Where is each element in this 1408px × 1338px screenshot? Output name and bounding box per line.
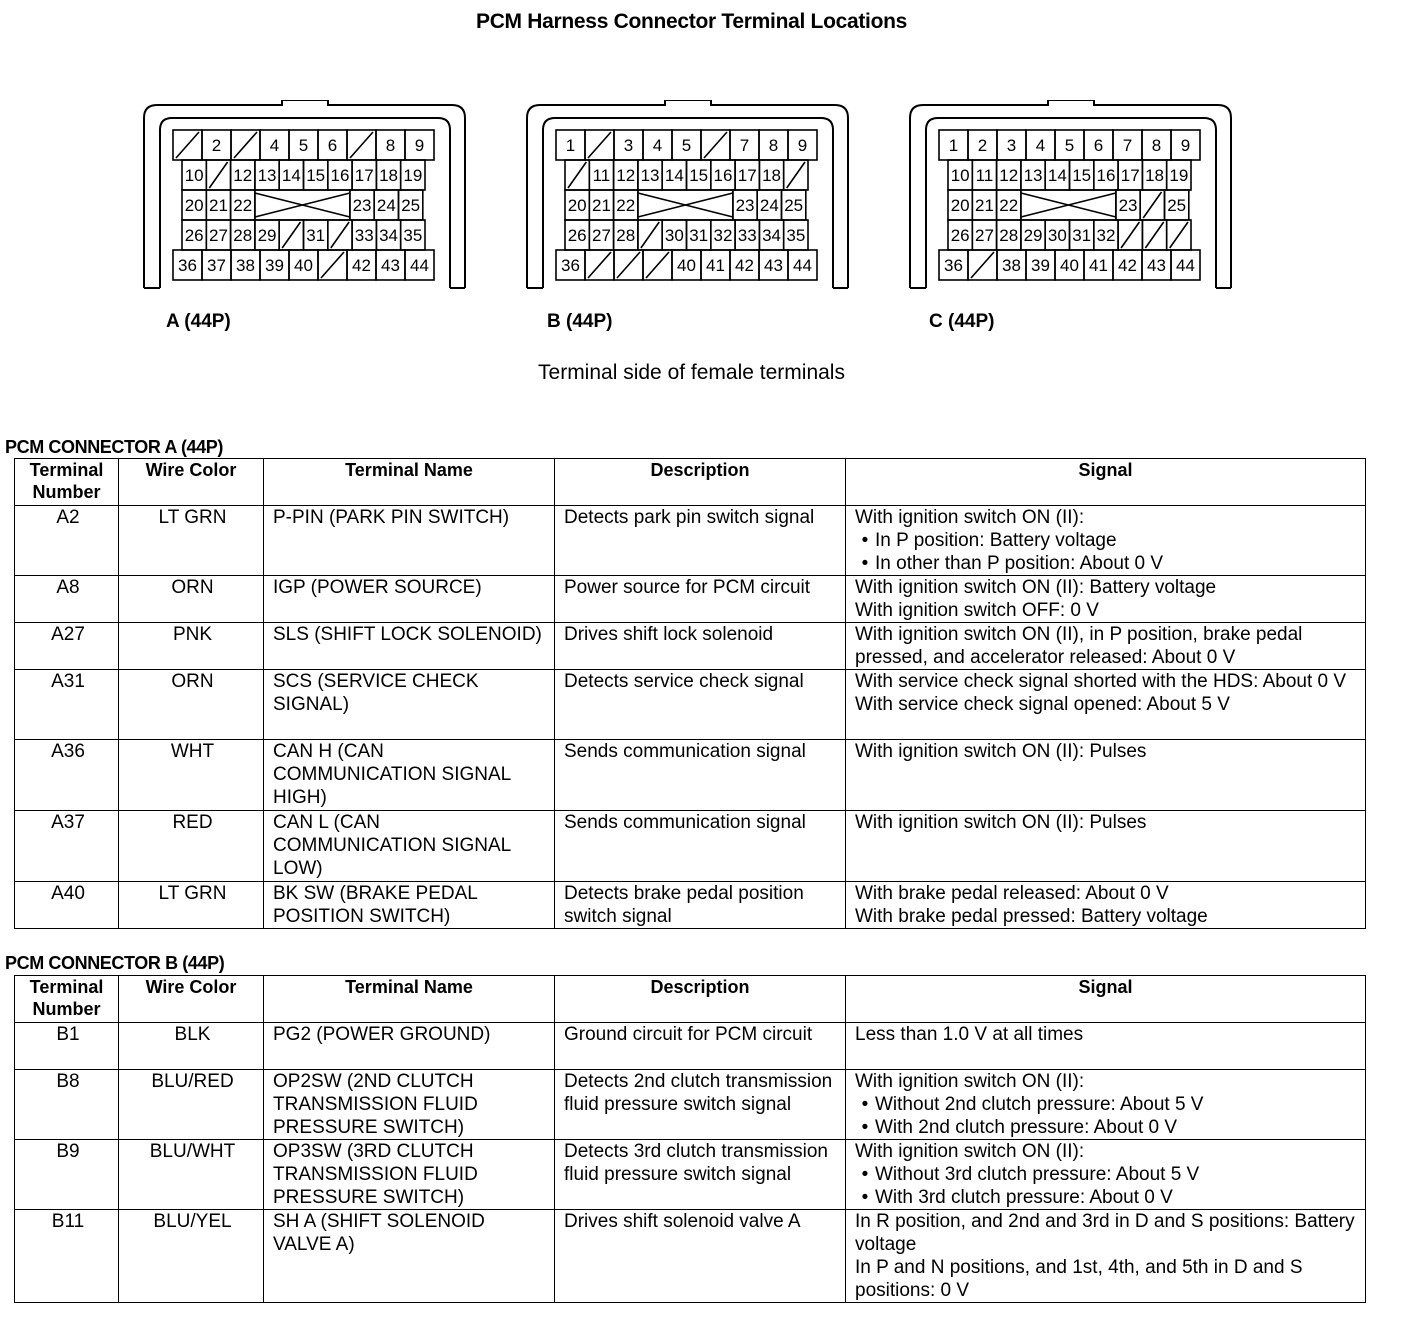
- terminal-number: 23: [352, 196, 372, 215]
- terminal-number: 35: [786, 226, 806, 245]
- signal-cell: [846, 1140, 1366, 1210]
- terminal-number: 44: [410, 256, 429, 275]
- signal-cell: [846, 740, 1366, 811]
- terminal-number: 8: [1151, 136, 1162, 155]
- description-cell: Power source for PCM circuit: [555, 576, 846, 623]
- table-row: [15, 670, 1366, 740]
- empty-terminal-mark: [1143, 192, 1161, 218]
- connector-c-label: C (44P): [929, 311, 995, 332]
- terminal-number: 6: [1093, 136, 1104, 155]
- terminal-number: 18: [1145, 166, 1165, 185]
- terminal-number: 28: [999, 226, 1019, 245]
- terminal-number: 18: [762, 166, 782, 185]
- wire-color-cell: BLU/RED: [119, 1070, 264, 1140]
- terminal-name-cell: OP3SW (3RD CLUTCH TRANSMISSION FLUID PRESSURE SWITCH): [264, 1140, 555, 1210]
- terminal-number: 34: [379, 226, 399, 245]
- terminal-number: 21: [974, 196, 994, 215]
- header-description: Description: [555, 976, 846, 1023]
- connector-a-label: A (44P): [166, 311, 231, 332]
- wire-color-cell: ORN: [119, 670, 264, 740]
- terminal-number: 30: [664, 226, 684, 245]
- terminal-number: 3: [623, 136, 634, 155]
- terminal-number: 25: [401, 196, 421, 215]
- terminal-number: 35: [403, 226, 423, 245]
- terminal-number: 9: [1180, 136, 1191, 155]
- terminal-number-cell: A8: [15, 576, 119, 623]
- connector-b-label: B (44P): [547, 311, 613, 332]
- wire-color-cell: WHT: [119, 740, 264, 811]
- terminal-number: 25: [784, 196, 804, 215]
- terminal-number: 34: [762, 226, 782, 245]
- terminal-number: 16: [1096, 166, 1116, 185]
- terminal-number: 21: [208, 196, 228, 215]
- terminal-number: 2: [977, 136, 988, 155]
- terminal-number: 32: [713, 226, 733, 245]
- description-cell: Sends communication signal: [555, 811, 846, 882]
- terminal-number: 28: [233, 226, 253, 245]
- signal-line: With ignition switch OFF: 0 V: [855, 600, 1099, 621]
- terminal-number: 14: [664, 166, 684, 185]
- terminal-name-cell: SCS (SERVICE CHECK SIGNAL): [264, 670, 555, 740]
- signal-bullet: • Without 3rd clutch pressure: About 5 V: [855, 1163, 1359, 1186]
- terminal-number: 3: [1006, 136, 1017, 155]
- signal-line: With ignition switch ON (II):: [855, 1141, 1085, 1162]
- terminal-number: 25: [1167, 196, 1187, 215]
- table-row: [15, 506, 1366, 576]
- table-row: [15, 1140, 1366, 1210]
- terminal-number: 12: [616, 166, 636, 185]
- terminal-number: 1: [565, 136, 576, 155]
- terminal-number: 40: [294, 256, 313, 275]
- signal-line: Less than 1.0 V at all times: [855, 1024, 1084, 1045]
- terminal-name-cell: SLS (SHIFT LOCK SOLENOID): [264, 623, 555, 670]
- signal-cell: [846, 1210, 1366, 1303]
- empty-terminal-mark: [704, 132, 727, 158]
- empty-terminal-mark: [568, 162, 586, 188]
- terminal-number: 43: [1147, 256, 1166, 275]
- terminal-number: 21: [591, 196, 611, 215]
- terminal-number: 29: [1023, 226, 1043, 245]
- terminal-number: 4: [1035, 136, 1046, 155]
- wire-color-cell: RED: [119, 811, 264, 882]
- terminal-number: 13: [640, 166, 660, 185]
- diagram-caption: Terminal side of female terminals: [538, 361, 845, 384]
- terminal-number: 31: [1072, 226, 1092, 245]
- terminal-number: 11: [975, 166, 994, 185]
- terminal-number: 36: [944, 256, 963, 275]
- terminal-number: 41: [706, 256, 725, 275]
- empty-terminal-mark: [176, 132, 199, 158]
- terminal-number: 22: [999, 196, 1019, 215]
- description-cell: Detects service check signal: [555, 670, 846, 740]
- terminal-number: 24: [759, 196, 779, 215]
- signal-line: In R position, and 2nd and 3rd in D and S positions: Battery voltage: [855, 1211, 1355, 1255]
- connector-b-table-title: PCM CONNECTOR B (44P): [5, 953, 225, 973]
- terminal-number: 20: [567, 196, 587, 215]
- description-cell: Detects brake pedal position switch signal: [555, 882, 846, 929]
- connector-b-diagram: [523, 100, 863, 300]
- terminal-number-cell: A36: [15, 740, 119, 811]
- terminal-number: 23: [735, 196, 755, 215]
- terminal-number: 42: [735, 256, 754, 275]
- description-cell: Detects 3rd clutch transmission fluid pressure switch signal: [555, 1140, 846, 1210]
- terminal-number: 13: [257, 166, 277, 185]
- terminal-number-cell: B9: [15, 1140, 119, 1210]
- terminal-number: 9: [797, 136, 808, 155]
- terminal-number: 12: [233, 166, 253, 185]
- terminal-number: 26: [567, 226, 587, 245]
- terminal-number: 42: [1118, 256, 1137, 275]
- header-terminal-number: Terminal Number: [15, 976, 119, 1023]
- wire-color-cell: PNK: [119, 623, 264, 670]
- terminal-number: 44: [793, 256, 812, 275]
- terminal-name-cell: PG2 (POWER GROUND): [264, 1023, 555, 1070]
- signal-cell: [846, 576, 1366, 623]
- terminal-number: 24: [376, 196, 396, 215]
- empty-terminal-mark: [234, 132, 257, 158]
- connector-c-diagram: [906, 100, 1246, 300]
- terminal-number-cell: B1: [15, 1023, 119, 1070]
- terminal-number: 23: [1118, 196, 1138, 215]
- terminal-number: 11: [592, 166, 611, 185]
- terminal-number: 38: [1002, 256, 1021, 275]
- table-row: [15, 623, 1366, 670]
- empty-terminal-mark: [350, 132, 373, 158]
- terminal-number: 18: [379, 166, 399, 185]
- terminal-number: 37: [207, 256, 226, 275]
- connector-a-table-title: PCM CONNECTOR A (44P): [5, 437, 223, 457]
- wire-color-cell: BLK: [119, 1023, 264, 1070]
- terminal-number: 10: [950, 166, 970, 185]
- terminal-name-cell: P-PIN (PARK PIN SWITCH): [264, 506, 555, 576]
- signal-line: With ignition switch ON (II): Pulses: [855, 741, 1147, 762]
- empty-terminal-mark: [1145, 222, 1163, 248]
- signal-line: With ignition switch ON (II):: [855, 507, 1085, 528]
- signal-line: With ignition switch ON (II): Battery voltage: [855, 577, 1217, 598]
- terminal-number-cell: B11: [15, 1210, 119, 1303]
- empty-terminal-mark: [209, 162, 227, 188]
- table-row: [15, 1210, 1366, 1303]
- empty-terminal-mark: [787, 162, 805, 188]
- signal-bullet: • In other than P position: About 0 V: [855, 552, 1359, 575]
- terminal-number: 43: [764, 256, 783, 275]
- terminal-number: 31: [689, 226, 709, 245]
- table-row: [15, 882, 1366, 929]
- terminal-number: 44: [1176, 256, 1195, 275]
- table-row: [15, 811, 1366, 882]
- signal-line: With service check signal shorted with the HDS: About 0 V: [855, 671, 1347, 692]
- terminal-name-cell: BK SW (BRAKE PEDAL POSITION SWITCH): [264, 882, 555, 929]
- terminal-number: 12: [999, 166, 1019, 185]
- signal-bullet: • With 3rd clutch pressure: About 0 V: [855, 1186, 1359, 1209]
- table-row: [15, 1070, 1366, 1140]
- terminal-number: 41: [1089, 256, 1108, 275]
- connector-a-diagram: [140, 100, 480, 300]
- signal-line: With brake pedal released: About 0 V: [855, 883, 1169, 904]
- terminal-number-cell: B8: [15, 1070, 119, 1140]
- signal-cell: [846, 1023, 1366, 1070]
- header-terminal-name: Terminal Name: [264, 976, 555, 1023]
- terminal-number: 33: [354, 226, 374, 245]
- signal-bullet: • In P position: Battery voltage: [855, 529, 1359, 552]
- empty-terminal-mark: [1121, 222, 1139, 248]
- header-signal: Signal: [846, 459, 1366, 506]
- terminal-number: 4: [269, 136, 280, 155]
- signal-cell: [846, 623, 1366, 670]
- terminal-number: 30: [1047, 226, 1067, 245]
- terminal-number: 2: [211, 136, 222, 155]
- terminal-number: 26: [184, 226, 204, 245]
- terminal-number: 19: [403, 166, 423, 185]
- terminal-number: 19: [1169, 166, 1189, 185]
- terminal-number-cell: A31: [15, 670, 119, 740]
- header-terminal-number: Terminal Number: [15, 459, 119, 506]
- terminal-number: 20: [184, 196, 204, 215]
- signal-line: With brake pedal pressed: Battery voltage: [855, 906, 1208, 927]
- terminal-number: 36: [178, 256, 197, 275]
- terminal-name-cell: IGP (POWER SOURCE): [264, 576, 555, 623]
- terminal-number: 20: [950, 196, 970, 215]
- connector-a-table: [14, 458, 1366, 929]
- terminal-number: 17: [354, 166, 374, 185]
- connector-b-table: [14, 975, 1366, 1303]
- terminal-number: 27: [591, 226, 611, 245]
- description-cell: Sends communication signal: [555, 740, 846, 811]
- terminal-number-cell: A40: [15, 882, 119, 929]
- description-cell: Detects park pin switch signal: [555, 506, 846, 576]
- terminal-number: 8: [385, 136, 396, 155]
- terminal-number: 15: [1072, 166, 1092, 185]
- terminal-number: 39: [265, 256, 284, 275]
- terminal-number: 31: [306, 226, 326, 245]
- terminal-number: 9: [414, 136, 425, 155]
- terminal-name-cell: SH A (SHIFT SOLENOID VALVE A): [264, 1210, 555, 1303]
- empty-terminal-mark: [641, 222, 659, 248]
- wire-color-cell: BLU/WHT: [119, 1140, 264, 1210]
- terminal-number: 38: [236, 256, 255, 275]
- signal-cell: [846, 811, 1366, 882]
- signal-line: With ignition switch ON (II): Pulses: [855, 812, 1147, 833]
- description-cell: Ground circuit for PCM circuit: [555, 1023, 846, 1070]
- terminal-number-cell: A37: [15, 811, 119, 882]
- empty-terminal-mark: [646, 252, 669, 278]
- terminal-number: 16: [330, 166, 350, 185]
- empty-terminal-mark: [617, 252, 640, 278]
- signal-bullet: • Without 2nd clutch pressure: About 5 V: [855, 1093, 1359, 1116]
- table-row: [15, 1023, 1366, 1070]
- header-signal: Signal: [846, 976, 1366, 1023]
- terminal-number: 15: [306, 166, 326, 185]
- terminal-number: 6: [327, 136, 338, 155]
- terminal-number: 27: [974, 226, 994, 245]
- terminal-number: 14: [281, 166, 301, 185]
- table-row: [15, 576, 1366, 623]
- terminal-number: 39: [1031, 256, 1050, 275]
- terminal-number: 16: [713, 166, 733, 185]
- terminal-number: 36: [561, 256, 580, 275]
- terminal-number-cell: A2: [15, 506, 119, 576]
- terminal-number: 40: [677, 256, 696, 275]
- terminal-number: 29: [257, 226, 277, 245]
- terminal-number: 13: [1023, 166, 1043, 185]
- wire-color-cell: ORN: [119, 576, 264, 623]
- header-wire-color: Wire Color: [119, 459, 264, 506]
- terminal-number: 43: [381, 256, 400, 275]
- terminal-number: 32: [1096, 226, 1116, 245]
- terminal-name-cell: OP2SW (2ND CLUTCH TRANSMISSION FLUID PRESSURE SWITCH): [264, 1070, 555, 1140]
- terminal-number: 7: [1122, 136, 1133, 155]
- header-description: Description: [555, 459, 846, 506]
- empty-terminal-mark: [1170, 222, 1188, 248]
- terminal-number: 4: [652, 136, 663, 155]
- terminal-number: 26: [950, 226, 970, 245]
- terminal-number: 8: [768, 136, 779, 155]
- signal-cell: [846, 506, 1366, 576]
- terminal-number: 17: [1120, 166, 1140, 185]
- terminal-number: 15: [689, 166, 709, 185]
- header-terminal-name: Terminal Name: [264, 459, 555, 506]
- wire-color-cell: LT GRN: [119, 506, 264, 576]
- terminal-number: 22: [616, 196, 636, 215]
- signal-cell: [846, 670, 1366, 740]
- empty-terminal-mark: [321, 252, 344, 278]
- table-row: [15, 740, 1366, 811]
- terminal-number: 5: [1064, 136, 1075, 155]
- terminal-number: 14: [1047, 166, 1067, 185]
- description-cell: Drives shift lock solenoid: [555, 623, 846, 670]
- terminal-number: 42: [352, 256, 371, 275]
- signal-cell: [846, 1070, 1366, 1140]
- terminal-name-cell: CAN H (CAN COMMUNICATION SIGNAL HIGH): [264, 740, 555, 811]
- terminal-number: 7: [739, 136, 750, 155]
- empty-terminal-mark: [331, 222, 349, 248]
- terminal-number: 5: [681, 136, 692, 155]
- signal-line: With ignition switch ON (II), in P position, brake pedal pressed, and accelerator released: About 0 V: [855, 624, 1303, 668]
- page-title: PCM Harness Connector Terminal Locations: [475, 10, 908, 33]
- terminal-number: 33: [737, 226, 757, 245]
- empty-terminal-mark: [588, 132, 611, 158]
- terminal-number: 22: [233, 196, 253, 215]
- signal-line: With service check signal opened: About 5 V: [855, 694, 1230, 715]
- empty-terminal-mark: [588, 252, 611, 278]
- wire-color-cell: LT GRN: [119, 882, 264, 929]
- empty-terminal-mark: [282, 222, 300, 248]
- terminal-number: 27: [208, 226, 228, 245]
- terminal-number: 10: [184, 166, 204, 185]
- terminal-number: 5: [298, 136, 309, 155]
- terminal-name-cell: CAN L (CAN COMMUNICATION SIGNAL LOW): [264, 811, 555, 882]
- description-cell: Detects 2nd clutch transmission fluid pressure switch signal: [555, 1070, 846, 1140]
- signal-bullet: • With 2nd clutch pressure: About 0 V: [855, 1116, 1359, 1139]
- signal-line: In P and N positions, and 1st, 4th, and 5th in D and S positions: 0 V: [855, 1257, 1303, 1301]
- wire-color-cell: BLU/YEL: [119, 1210, 264, 1303]
- terminal-number: 17: [737, 166, 757, 185]
- terminal-number: 40: [1060, 256, 1079, 275]
- empty-terminal-mark: [971, 252, 994, 278]
- signal-line: With ignition switch ON (II):: [855, 1071, 1085, 1092]
- terminal-number-cell: A27: [15, 623, 119, 670]
- terminal-number: 1: [948, 136, 959, 155]
- terminal-number: 28: [616, 226, 636, 245]
- header-wire-color: Wire Color: [119, 976, 264, 1023]
- signal-cell: [846, 882, 1366, 929]
- description-cell: Drives shift solenoid valve A: [555, 1210, 846, 1303]
